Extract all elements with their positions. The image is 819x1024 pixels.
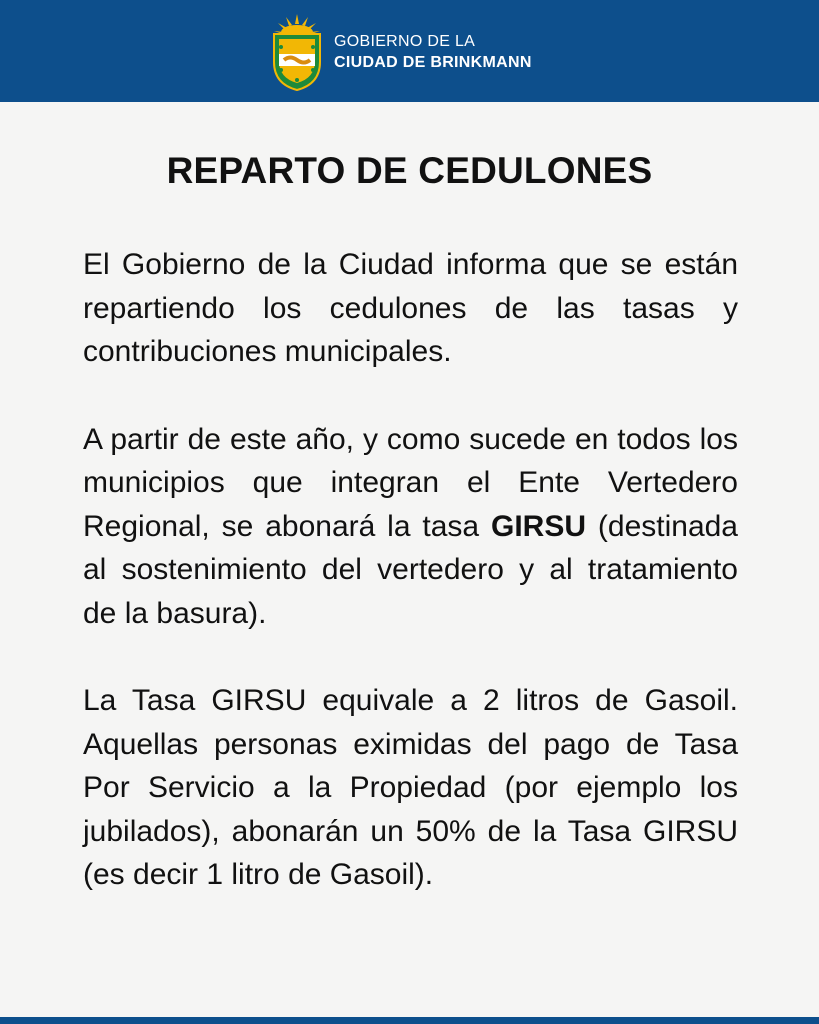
- page-title: REPARTO DE CEDULONES: [166, 150, 653, 191]
- city-coat-of-arms-icon: [268, 12, 326, 92]
- brand-logo: [268, 12, 532, 92]
- header-bar: [0, 0, 819, 102]
- paragraph-2-end: (destinada al sostenimiento del vertedero y al tratamiento de la basura).: [83, 509, 738, 630]
- paragraph-2: [83, 418, 738, 636]
- announcement-body: [83, 243, 738, 941]
- girsu-highlight: GIRSU: [491, 509, 587, 543]
- paragraph-2-start: A partir de este año, y como sucede en todos los municipios que integran el Ente Vertedero Regional, se abonará la tasa: [83, 422, 738, 543]
- brand-line-2: CIUDAD DE BRINKMANN: [334, 54, 532, 71]
- brand-line-1: GOBIERNO DE LA: [334, 33, 476, 50]
- paragraph-1: El Gobierno de la Ciudad informa que se están repartiendo los cedulones de las tasas y contribuciones municipales.: [83, 248, 738, 368]
- footer-bar: [0, 1017, 819, 1024]
- brand-text: [334, 31, 532, 73]
- paragraph-3: La Tasa GIRSU equivale a 2 litros de Gasoil. Aquellas personas eximidas del pago de Tasa Por Servicio a la Propiedad (por ejemplo los jubilados), abonarán un 50% de la Tasa GIRSU (es decir 1 litro de Gasoil).: [83, 684, 738, 891]
